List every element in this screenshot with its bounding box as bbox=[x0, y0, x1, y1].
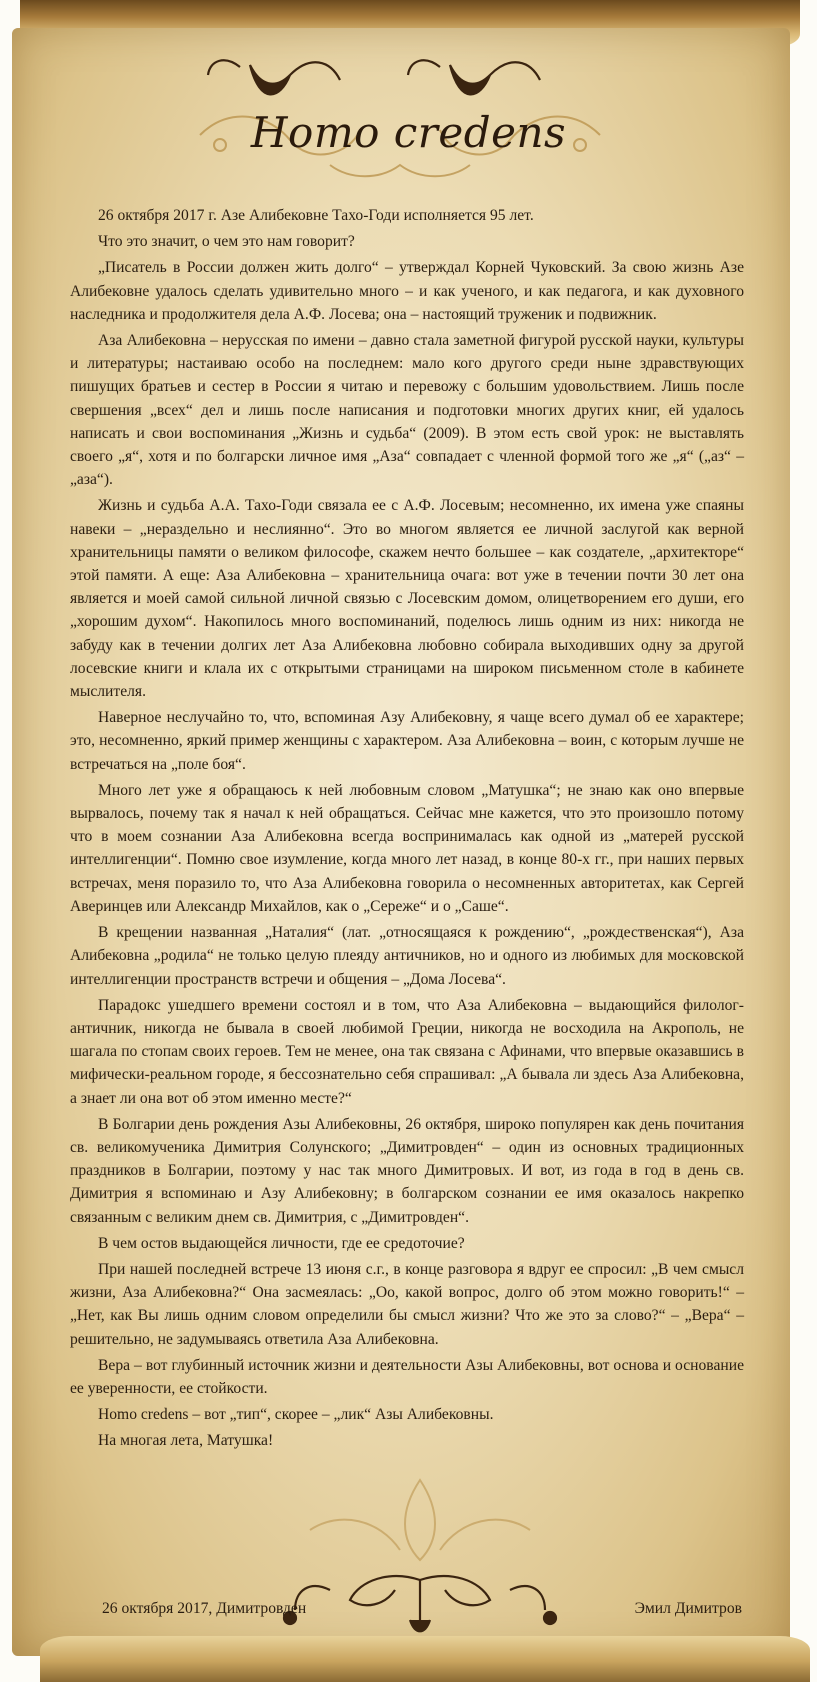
paragraph: Аза Алибековна – нерусская по имени – давно стала заметной фигурой русской науки, культуры и литературы; настаиваю особо на последнем: мало кого другого среди ныне здравствующих пишущих братьев и сестер в России я читаю и перевожу с большим удовольствием. Лишь после свершения „всех“ дел и лишь после написания и подготовки многих других книг, ей удалось написать и свои воспоминания „Жизнь и судьба“ (2009). В этом есть свой урок: не выставлять своего „я“, хотя и по болгарски личное имя „Аза“ совпадает с членной формой того же „я“ („аз“ – „аза“). bbox=[70, 332, 744, 489]
paragraph: Парадокс ушедшего времени состоял и в том, что Аза Алибековна – выдающийся филолог-античник, никогда не бывала в своей любимой Греции, никогда не восходила на Акрополь, не шагала по стопам своих героев. Тем не менее, она так связана с Афинами, что впервые оказавшись в мифически-реальном городе, я бессознательно себя спрашивал: „А бывала ли здесь Аза Алибековна, а знает ли она вот об этом именно месте?“ bbox=[70, 996, 744, 1107]
paragraph: При нашей последней встрече 13 июня с.г., в конце разговора я вдруг ее спросил: „В чем смысл жизни, Аза Алибековна?“ Она засмеялась: „Оо, какой вопрос, долго об этом можно говорить!“ – „Нет, как Вы лишь одним словом определили бы смысл жизни? Что же это за слово?“ – „Вера“ – решительно, не задумываясь ответила Аза Алибековна. bbox=[70, 1260, 744, 1348]
paragraph: „Писатель в России должен жить долго“ – утверждал Корней Чуковский. За свою жизнь Азе Алибековне удалось сделать удивительно много – и как ученого, и как педагога, и как духовного наследника и продолжителя дела А.Ф. Лосева; она – настоящий труженик и подвижник. bbox=[70, 259, 744, 323]
signature-date: 26 октября 2017, Димитровден bbox=[102, 1600, 307, 1617]
page-title: Homo credens bbox=[250, 108, 567, 157]
paragraph: В Болгарии день рождения Азы Алибековны, 26 октября, широко популярен как день почитания св. великомученика Димитрия Солунского; „Димитровден“ – один из основных традиционных праздников в Болгарии, поэтому у нас так много Димитровых. И вот, из года в год в день св. Димитрия я вспоминаю и Азу Алибековну; в болгарском сознании ее имя оказалось накрепко связанным с великим днем св. Димитрия, с „Димитровден“. bbox=[70, 1115, 744, 1226]
paragraph: Homo credens – вот „тип“, скорее – „лик“ Азы Алибековны. bbox=[98, 1406, 494, 1424]
paragraph: Жизнь и судьба А.А. Тахо-Годи связала ее с А.Ф. Лосевым; несомненно, их имена уже спаяны навеки – „нераздельно и неслиянно“. Это во многом является ее личной заслугой как верной хранительницы памяти о великом философе, скажем нечто большее – как создателе, „архитекторе“ этой памяти. А еще: Аза Алибековна – хранительница очага: вот уже в течении почти 30 лет она является и моей самой сильной личной связью с Лосевским домом, олицетворением его души, его „хорошим духом“. Накопилось много воспоминаний, поделюсь лишь одним из них: никогда не забуду как в течении долгих лет Аза Алибековна любовно собирала выходивших одну за другой лосевские книги и клала их с открытыми страницами на широком письменном столе в кабинете мыслителя. bbox=[70, 497, 744, 701]
paragraph: 26 октября 2017 г. Азе Алибековне Тахо-Годи исполняется 95 лет. bbox=[98, 207, 534, 224]
paragraph: Вера – вот глубинный источник жизни и деятельности Азы Алибековны, вот основа и основание ее уверенности, ее стойкости. bbox=[70, 1356, 744, 1397]
signature-author: Эмил Димитров bbox=[634, 1600, 742, 1617]
paragraph: В крещении названная „Наталия“ (лат. „относящаяся к рождению“, „рождественская“), Аза Алибековна „родила“ не только целую плеяду античников, но и одного из любимых для московской интеллигенции пространств встречи и общения – „Дома Лосева“. bbox=[70, 924, 744, 988]
paragraph: На многая лета, Матушка! bbox=[98, 1432, 274, 1450]
paragraph: Много лет уже я обращаюсь к ней любовным словом „Матушка“; не знаю как оно впервые вырвалось, почему так я начал к ней обращаться. Сейчас мне кажется, что это произошло потому что в моем сознании Аза Алибековна всегда воспринималась как одной из „матерей русской интеллигенции“. Помню свое изумление, когда много лет назад, в конце 80-х гг., при наших первых встречах, меня поразило то, что Аза Алибековна говорила о несомненных авторитетах, как Сергей Аверинцев или Александр Михайлов, как о „Сереже“ и о „Саше“. bbox=[70, 781, 744, 915]
article-body bbox=[70, 204, 744, 1456]
floral-ornament-bottom bbox=[270, 1470, 570, 1640]
paragraph: Что это значит, о чем это нам говорит? bbox=[98, 233, 355, 251]
scroll-bottom-roll bbox=[40, 1636, 810, 1682]
paragraph: В чем остов выдающейся личности, где ее средоточие? bbox=[98, 1234, 465, 1252]
paragraph: Наверное неслучайно то, что, вспоминая Азу Алибековну, я чаще всего думал об ее характере; это, несомненно, яркий пример женщины с характером. Аза Алибековна – воин, с которым лучше не встречаться на „поле боя“. bbox=[70, 709, 744, 773]
